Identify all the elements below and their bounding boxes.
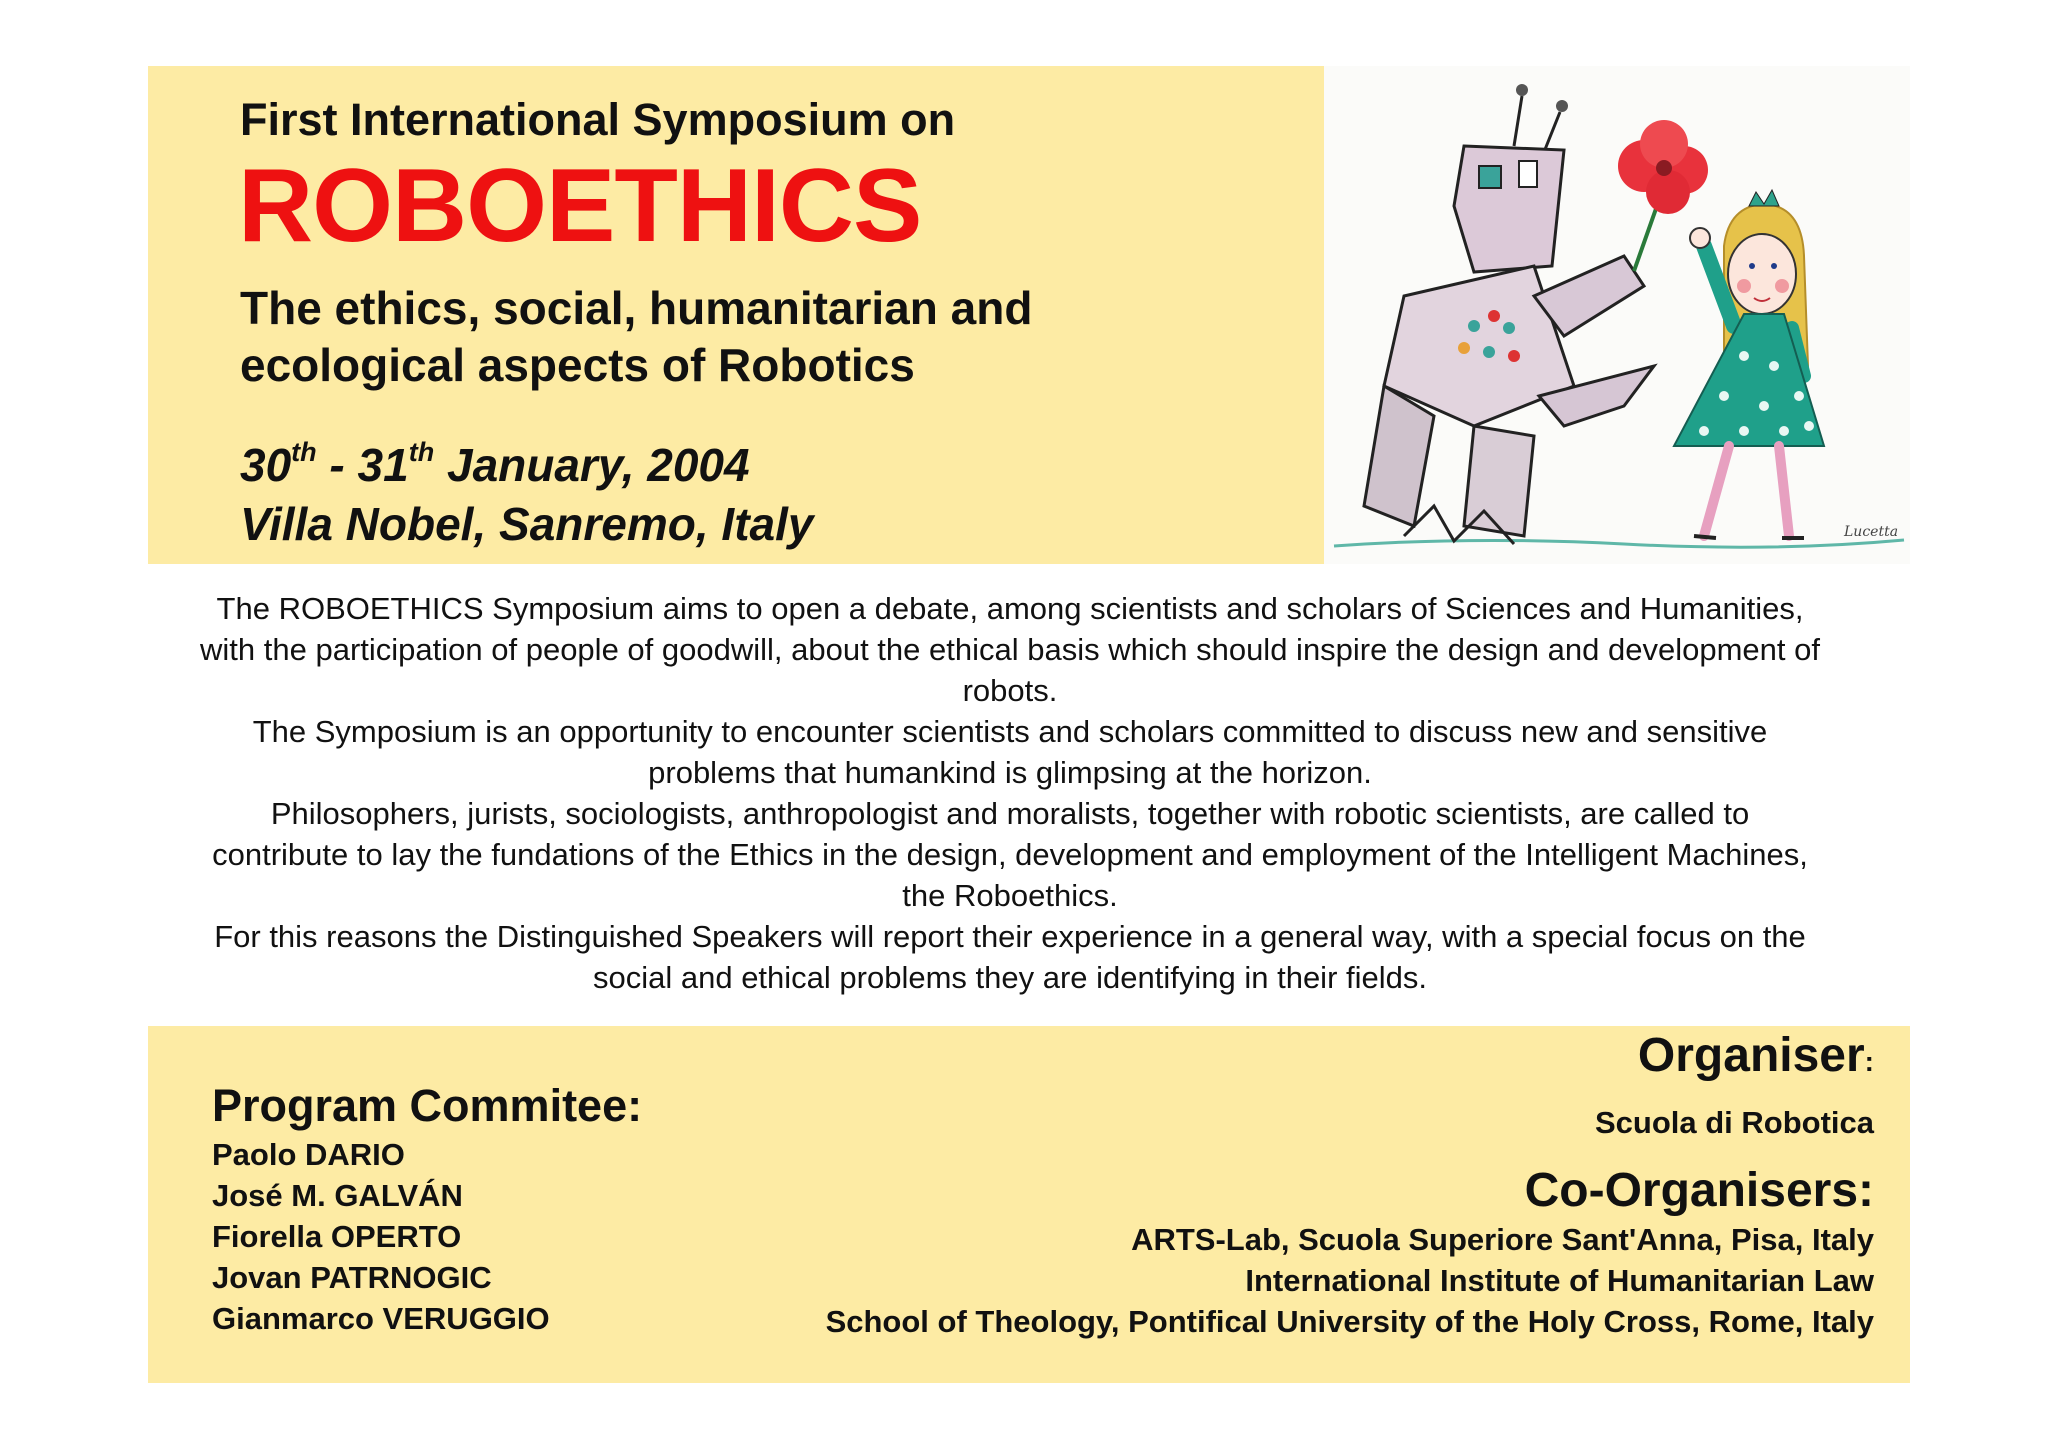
organiser-title [826, 1028, 1874, 1090]
date-month-year: January, 2004 [434, 439, 750, 491]
robot-antenna-tip [1556, 100, 1568, 112]
organiser-name: Scuola di Robotica [1594, 1105, 1874, 1140]
date-start-suffix: th [291, 437, 317, 467]
committee-list [212, 1134, 550, 1339]
symposium-title: ROBOETHICS [238, 148, 922, 264]
co-organisers-title: Co-Organisers: [1524, 1164, 1874, 1217]
subtitle-line: ecological aspects of Robotics [240, 339, 915, 391]
robot-antenna [1544, 112, 1560, 152]
symposium-subtitle [240, 280, 1032, 394]
description-paragraph: For this reasons the Distinguished Speakers will report their experience in a general way, with a special focus on the social and ethical problems they are identifying in their fields. [214, 919, 1806, 995]
robot-antenna-tip [1516, 84, 1528, 96]
committee-member: Paolo DARIO [212, 1137, 405, 1172]
artist-signature: Lucetta [1844, 524, 1899, 540]
organiser-title-text: Organiser [1637, 1029, 1865, 1082]
date-separator: - [316, 439, 358, 491]
robot-girl-illustration [1324, 66, 1910, 564]
co-organisers-list [826, 1219, 1874, 1342]
co-organiser-item: International Institute of Humanitarian Law [1245, 1263, 1874, 1298]
committee-member: Fiorella OPERTO [212, 1219, 462, 1254]
date-start-day: 30 [240, 439, 292, 491]
date-end-suffix: th [408, 437, 435, 467]
robot-leg [1364, 386, 1434, 526]
robot-antenna [1514, 96, 1522, 146]
committee-member: José M. GALVÁN [212, 1178, 463, 1213]
illustration-drawing [1324, 66, 1910, 564]
subtitle-line: The ethics, social, humanitarian and [240, 282, 1033, 334]
girl-figure [1674, 190, 1824, 538]
description-paragraph: Philosophers, jurists, sociologists, anthropologist and moralists, together with robotic scientists, are called to contribute to lay the fundations of the Ethics in the design, development and employment of the Intelligent Machines, the Roboethics. [212, 796, 1808, 913]
red-flower [1618, 120, 1708, 214]
event-venue: Villa Nobel, Sanremo, Italy [240, 498, 814, 550]
ground-line [1334, 540, 1904, 547]
symposium-description [200, 588, 1820, 998]
robot-button [1483, 346, 1495, 358]
organiser-title-colon: : [1864, 1046, 1874, 1077]
robot-head [1454, 146, 1564, 272]
co-organiser-item: ARTS-Lab, Scuola Superiore Sant'Anna, Pisa, Italy [1131, 1222, 1874, 1257]
description-paragraph: The Symposium is an opportunity to encounter scientists and scholars committed to discuss new and sensitive problems that humankind is glimpsing at the horizon. [252, 714, 1768, 790]
robot-button [1468, 320, 1480, 332]
committee-member: Gianmarco VERUGGIO [212, 1301, 550, 1336]
organiser-block [826, 1028, 1874, 1342]
committee-title: Program Commitee: [212, 1080, 643, 1131]
robot-button [1503, 322, 1515, 334]
symposium-kicker: First International Symposium on [240, 94, 956, 145]
robot-button [1458, 342, 1470, 354]
description-paragraph: The ROBOETHICS Symposium aims to open a debate, among scientists and scholars of Sciences and Humanities, with the participation of people of goodwill, about the ethical basis which should inspire the design and development of robots. [200, 591, 1820, 708]
robot-button [1488, 310, 1500, 322]
event-date [240, 438, 750, 492]
robot-button [1508, 350, 1520, 362]
robot-eye [1519, 161, 1537, 187]
co-organiser-item: School of Theology, Pontifical University of the Holy Cross, Rome, Italy [825, 1304, 1874, 1339]
date-end-day: 31 [357, 439, 409, 491]
robot-eye [1479, 166, 1501, 188]
committee-member: Jovan PATRNOGIC [212, 1260, 492, 1295]
